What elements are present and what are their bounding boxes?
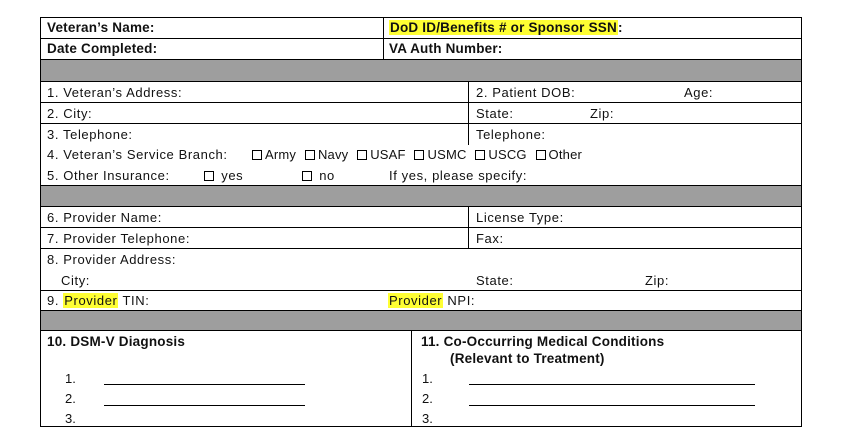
- co-number: 11.: [421, 334, 444, 349]
- dod-id-colon: :: [617, 20, 623, 35]
- dsm-item-2-number: 2.: [65, 391, 76, 406]
- army-checkbox[interactable]: [252, 150, 262, 160]
- tin-prefix: 9.: [47, 293, 64, 308]
- telephone-label: 3. Telephone:: [47, 127, 133, 142]
- co-item-2-number: 2.: [422, 391, 433, 406]
- date-completed-label: Date Completed:: [47, 41, 158, 56]
- provider-highlight-tin: Provider: [64, 293, 118, 308]
- va-auth-label: VA Auth Number:: [389, 41, 503, 56]
- va-form: [40, 17, 802, 427]
- other-insurance-label: 5. Other Insurance:: [47, 168, 170, 183]
- dsm-item-1-number: 1.: [65, 371, 76, 386]
- dsm-title-text: DSM-V Diagnosis: [70, 334, 186, 349]
- co-title-line1: Co-Occurring Medical Conditions: [443, 334, 665, 349]
- yes-label: yes: [221, 168, 244, 183]
- dsm-item-1-line[interactable]: [104, 384, 305, 385]
- co-occurring-title: [421, 334, 664, 349]
- row-telephone: [41, 124, 801, 145]
- tin-text: TIN:: [118, 293, 150, 308]
- no-checkbox[interactable]: [302, 171, 312, 181]
- provider-highlight-npi: Provider: [389, 293, 443, 308]
- uscg-label: USCG: [488, 147, 527, 162]
- provider-address-label: 8. Provider Address:: [47, 252, 177, 267]
- row-provider-telephone: [41, 228, 801, 249]
- fax-label: Fax:: [476, 231, 504, 246]
- dsm-number: 10.: [47, 334, 71, 349]
- if-yes-label: If yes, please specify:: [389, 168, 528, 183]
- state-label: State:: [476, 106, 514, 121]
- telephone2-label: Telephone:: [476, 127, 546, 142]
- section-divider-1: [41, 60, 801, 82]
- zip-label: Zip:: [590, 106, 615, 121]
- provider-state-label: State:: [476, 273, 514, 288]
- no-option: [297, 168, 335, 183]
- row-provider-address: [41, 249, 801, 270]
- provider-name-label: 6. Provider Name:: [47, 210, 162, 225]
- usmc-checkbox[interactable]: [414, 150, 424, 160]
- row-date-completed: [41, 39, 801, 60]
- other-label: Other: [548, 147, 583, 162]
- navy-checkbox[interactable]: [305, 150, 315, 160]
- npi-text: NPI:: [443, 293, 476, 308]
- age-label: Age:: [684, 85, 714, 100]
- usmc-label: USMC: [427, 147, 467, 162]
- provider-tin-label: [47, 293, 149, 308]
- army-label: Army: [265, 147, 297, 162]
- dsm-diagnosis-title: [47, 334, 185, 349]
- yes-option: [199, 168, 243, 183]
- veteran-address-label: 1. Veteran’s Address:: [47, 85, 183, 100]
- co-item-2-line[interactable]: [469, 405, 755, 406]
- row-address: [41, 82, 801, 103]
- provider-npi-label: [388, 293, 475, 308]
- row-city: [41, 103, 801, 124]
- row-veteran-name: [41, 18, 801, 39]
- license-type-label: License Type:: [476, 210, 564, 225]
- branch-options: [247, 147, 582, 162]
- row-provider-name: [41, 207, 801, 228]
- section-divider-2: [41, 186, 801, 207]
- diagnosis-divider: [411, 331, 412, 426]
- provider-city-label: City:: [61, 273, 90, 288]
- provider-telephone-label: 7. Provider Telephone:: [47, 231, 191, 246]
- row-service-branch: [41, 145, 801, 165]
- co-item-1-line[interactable]: [469, 384, 755, 385]
- dod-id-highlight: DoD ID/Benefits # or Sponsor SSN: [390, 20, 617, 35]
- usaf-label: USAF: [370, 147, 406, 162]
- no-label: no: [319, 168, 335, 183]
- dsm-item-3-number: 3.: [65, 411, 76, 426]
- other-checkbox[interactable]: [536, 150, 546, 160]
- row-other-insurance: [41, 165, 801, 186]
- co-item-1-number: 1.: [422, 371, 433, 386]
- uscg-checkbox[interactable]: [475, 150, 485, 160]
- provider-zip-label: Zip:: [645, 273, 670, 288]
- patient-dob-label: 2. Patient DOB:: [476, 85, 576, 100]
- usaf-checkbox[interactable]: [357, 150, 367, 160]
- row-provider-tin: [41, 291, 801, 311]
- dod-id-label: [389, 20, 623, 35]
- city-label: 2. City:: [47, 106, 93, 121]
- veteran-name-label: Veteran’s Name:: [47, 20, 155, 35]
- dsm-item-2-line[interactable]: [104, 405, 305, 406]
- service-branch-label: 4. Veteran’s Service Branch:: [47, 147, 228, 162]
- co-item-3-number: 3.: [422, 411, 433, 426]
- co-occurring-subtitle: (Relevant to Treatment): [450, 351, 605, 366]
- navy-label: Navy: [317, 147, 349, 162]
- yes-checkbox[interactable]: [204, 171, 214, 181]
- section-divider-3: [41, 311, 801, 331]
- row-provider-city: [41, 270, 801, 291]
